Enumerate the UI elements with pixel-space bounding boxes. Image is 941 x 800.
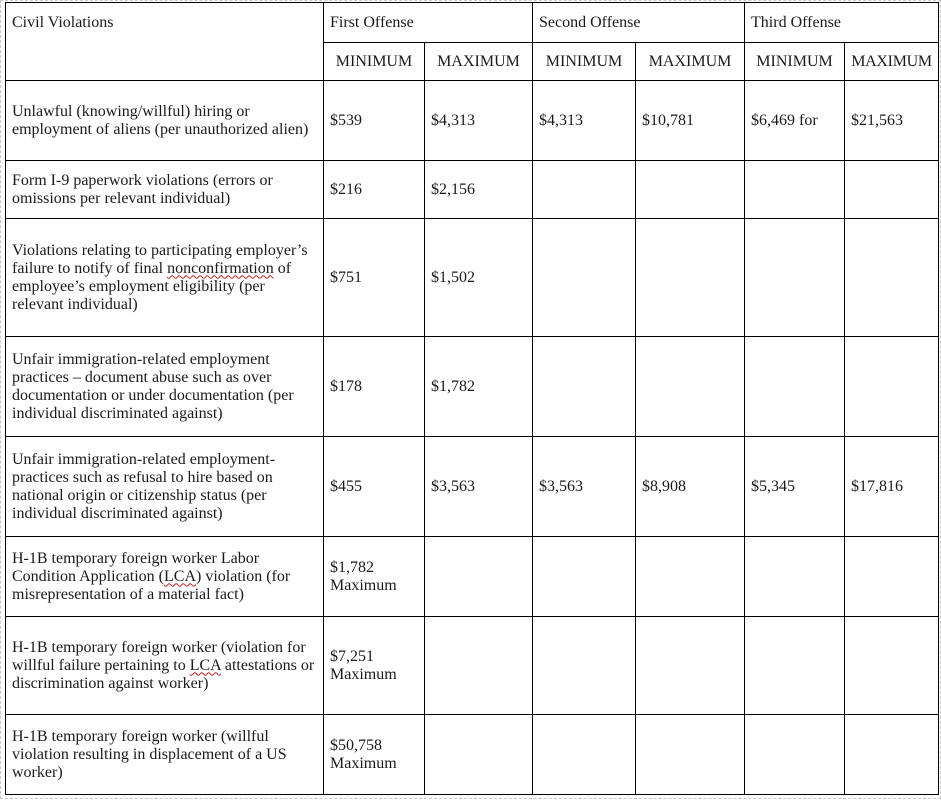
table-row [6, 219, 939, 337]
header-third-offense: Third Offense [745, 3, 939, 43]
table-row [6, 715, 939, 795]
first-offense-minimum [324, 715, 425, 795]
violation-label: H-1B temporary foreign worker (willful violation resulting in displacement of a US worker) [6, 715, 324, 795]
subheader-second-minimum: MINIMUM [533, 43, 636, 81]
second-offense-minimum [533, 715, 636, 795]
third-offense-maximum [845, 161, 939, 219]
subheader-first-maximum: MAXIMUM [425, 43, 533, 81]
amount-qualifier: Maximum [330, 665, 397, 683]
third-offense-minimum [745, 161, 845, 219]
amount: $50,758 [330, 736, 382, 754]
third-offense-minimum: $5,345 [745, 437, 845, 537]
first-offense-minimum [324, 617, 425, 715]
violation-label: Unfair immigration-related employment-practices such as refusal to hire based on national origin or citizenship status (per individual discriminated against) [6, 437, 324, 537]
header-civil-violations: Civil Violations [6, 3, 324, 81]
third-offense-maximum [845, 617, 939, 715]
first-offense-minimum: $751 [324, 219, 425, 337]
civil-violations-table [5, 2, 939, 795]
label-text-c: of employee’s employment eligibility (per relevant individual) [12, 259, 292, 313]
label-text-spellcheck: LCA [164, 567, 196, 585]
first-offense-maximum: $2,156 [425, 161, 533, 219]
label-text-a: H-1B temporary foreign worker Labor Condition Application ( [12, 549, 260, 585]
subheader-second-maximum: MAXIMUM [636, 43, 745, 81]
amount: $1,782 [330, 558, 374, 576]
first-offense-minimum: $455 [324, 437, 425, 537]
subheader-third-maximum: MAXIMUM [845, 43, 939, 81]
third-offense-maximum [845, 337, 939, 437]
second-offense-minimum [533, 537, 636, 617]
violation-label: Unlawful (knowing/willful) hiring or employment of aliens (per unauthorized alien) [6, 81, 324, 161]
first-offense-minimum: $216 [324, 161, 425, 219]
amount: $7,251 [330, 647, 374, 665]
second-offense-maximum [636, 537, 745, 617]
first-offense-minimum: $539 [324, 81, 425, 161]
third-offense-maximum [845, 537, 939, 617]
label-text-spellcheck: LCA [189, 656, 221, 674]
table-header-row [6, 3, 939, 43]
violation-label: Unfair immigration-related employment practices – document abuse such as over documentation or under documentation (per individual discriminated against) [6, 337, 324, 437]
subheader-third-minimum: MINIMUM [745, 43, 845, 81]
subheader-first-minimum: MINIMUM [324, 43, 425, 81]
second-offense-maximum: $10,781 [636, 81, 745, 161]
label-text-a: Violations relating to participating employer’s failure to notify of final [12, 241, 308, 277]
second-offense-minimum [533, 161, 636, 219]
label-text-c: attestations or discrimination against worker) [12, 656, 315, 692]
header-first-offense: First Offense [324, 3, 533, 43]
second-offense-minimum [533, 219, 636, 337]
violation-label [6, 617, 324, 715]
third-offense-maximum [845, 219, 939, 337]
first-offense-maximum: $3,563 [425, 437, 533, 537]
first-offense-minimum: $178 [324, 337, 425, 437]
violation-label [6, 219, 324, 337]
table-row [6, 617, 939, 715]
table-row [6, 81, 939, 161]
amount-qualifier: Maximum [330, 576, 397, 594]
table-row [6, 537, 939, 617]
third-offense-maximum: $17,816 [845, 437, 939, 537]
table-row [6, 161, 939, 219]
first-offense-maximum [425, 537, 533, 617]
third-offense-minimum [745, 337, 845, 437]
label-text-a: H-1B temporary foreign worker (violation for willful failure pertaining to [12, 638, 306, 674]
third-offense-minimum [745, 617, 845, 715]
third-offense-maximum [845, 715, 939, 795]
table-row [6, 337, 939, 437]
second-offense-minimum [533, 617, 636, 715]
third-offense-minimum [745, 537, 845, 617]
violation-label [6, 537, 324, 617]
second-offense-maximum [636, 715, 745, 795]
header-second-offense: Second Offense [533, 3, 745, 43]
second-offense-maximum: $8,908 [636, 437, 745, 537]
second-offense-minimum: $4,313 [533, 81, 636, 161]
second-offense-maximum [636, 161, 745, 219]
second-offense-minimum [533, 337, 636, 437]
amount-qualifier: Maximum [330, 754, 397, 772]
label-text-spellcheck: nonconfirmation [167, 259, 274, 277]
label-text-c: ) violation (for misrepresentation of a material fact) [12, 567, 291, 603]
table-row [6, 437, 939, 537]
first-offense-minimum [324, 537, 425, 617]
second-offense-maximum [636, 617, 745, 715]
third-offense-minimum [745, 219, 845, 337]
third-offense-minimum: $6,469 for [745, 81, 845, 161]
first-offense-maximum: $1,782 [425, 337, 533, 437]
second-offense-maximum [636, 337, 745, 437]
violation-label: Form I-9 paperwork violations (errors or omissions per relevant individual) [6, 161, 324, 219]
first-offense-maximum: $1,502 [425, 219, 533, 337]
second-offense-minimum: $3,563 [533, 437, 636, 537]
first-offense-maximum [425, 715, 533, 795]
third-offense-minimum [745, 715, 845, 795]
first-offense-maximum [425, 617, 533, 715]
first-offense-maximum: $4,313 [425, 81, 533, 161]
second-offense-maximum [636, 219, 745, 337]
third-offense-maximum: $21,563 [845, 81, 939, 161]
